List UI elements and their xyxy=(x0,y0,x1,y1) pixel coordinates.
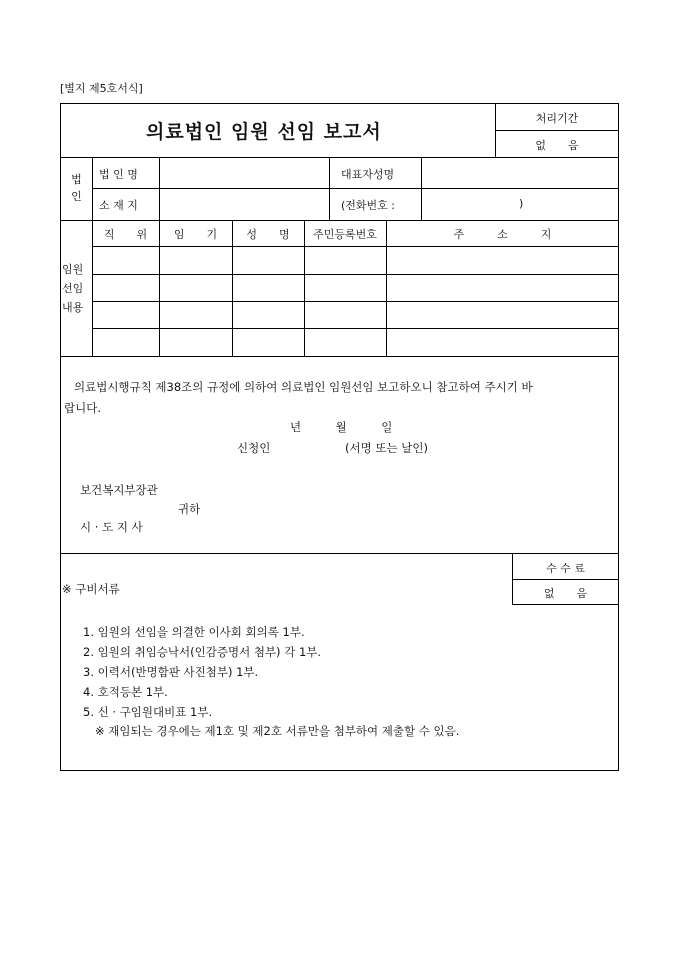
document-item-1: 1. 임원의 선임을 의결한 이사회 회의록 1부. xyxy=(83,625,305,639)
report-form xyxy=(60,103,619,771)
statement-line-2: 랍니다. xyxy=(64,401,101,415)
honorific-label: 귀하 xyxy=(178,502,201,516)
officer-section-label: 임원 선임 내용 xyxy=(62,263,84,314)
divider xyxy=(92,188,619,189)
form-title: 의료법인 임원 선임 보고서 xyxy=(146,121,382,143)
phone-label: (전화번호 : xyxy=(341,199,395,212)
column-header-address: 주 소 지 xyxy=(453,228,552,241)
documents-note: ※ 재임되는 경우에는 제1호 및 제2호 서류만을 첨부하여 제출할 수 있음. xyxy=(95,724,460,738)
processing-period-label: 처리기간 xyxy=(535,112,579,125)
address-label: 소 재 지 xyxy=(99,199,138,212)
divider xyxy=(61,220,619,221)
signature-label: (서명 또는 날인) xyxy=(345,441,428,455)
recipient-minister: 보건복지부장관 xyxy=(80,483,158,497)
divider xyxy=(92,301,619,302)
divider xyxy=(512,604,619,605)
column-header-name: 성 명 xyxy=(246,228,290,241)
column-header-position: 직 위 xyxy=(103,228,148,241)
divider xyxy=(61,553,619,554)
form-number-label: [별지 제5호서식] xyxy=(60,82,143,95)
document-item-2: 2. 임원의 취임승낙서(인감증명서 첨부) 각 1부. xyxy=(83,645,322,659)
recipient-governor: 시 · 도 지 사 xyxy=(80,520,143,534)
applicant-label: 신청인 xyxy=(237,441,271,455)
fee-label: 수 수 료 xyxy=(546,562,585,575)
statement-line-1: 의료법시행규칙 제38조의 규정에 의하여 의료법인 임원선임 보고하오니 참고하여 주시기 바 xyxy=(74,380,533,394)
divider xyxy=(92,328,619,329)
fee-value: 없 음 xyxy=(543,587,588,600)
divider xyxy=(512,579,619,580)
divider xyxy=(61,356,619,357)
date-line: 년 월 일 xyxy=(290,420,393,434)
divider xyxy=(92,246,619,247)
processing-period-value: 없 음 xyxy=(535,139,579,152)
representative-name-label: 대표자성명 xyxy=(341,168,395,181)
column-header-resident-number: 주민등록번호 xyxy=(313,228,377,241)
required-documents-header: ※ 구비서류 xyxy=(62,582,120,596)
phone-close-paren: ) xyxy=(519,197,524,210)
divider xyxy=(61,157,619,158)
corporation-name-label: 법 인 명 xyxy=(99,168,138,181)
document-item-3: 3. 이력서(반명함판 사진첨부) 1부. xyxy=(83,665,259,679)
document-item-5: 5. 신 · 구임원대비표 1부. xyxy=(83,705,213,719)
corporation-section-label: 법 인 xyxy=(71,173,82,203)
divider xyxy=(495,130,619,131)
column-header-term: 임 기 xyxy=(173,228,218,241)
divider xyxy=(92,274,619,275)
document-item-4: 4. 호적등본 1부. xyxy=(83,685,168,699)
